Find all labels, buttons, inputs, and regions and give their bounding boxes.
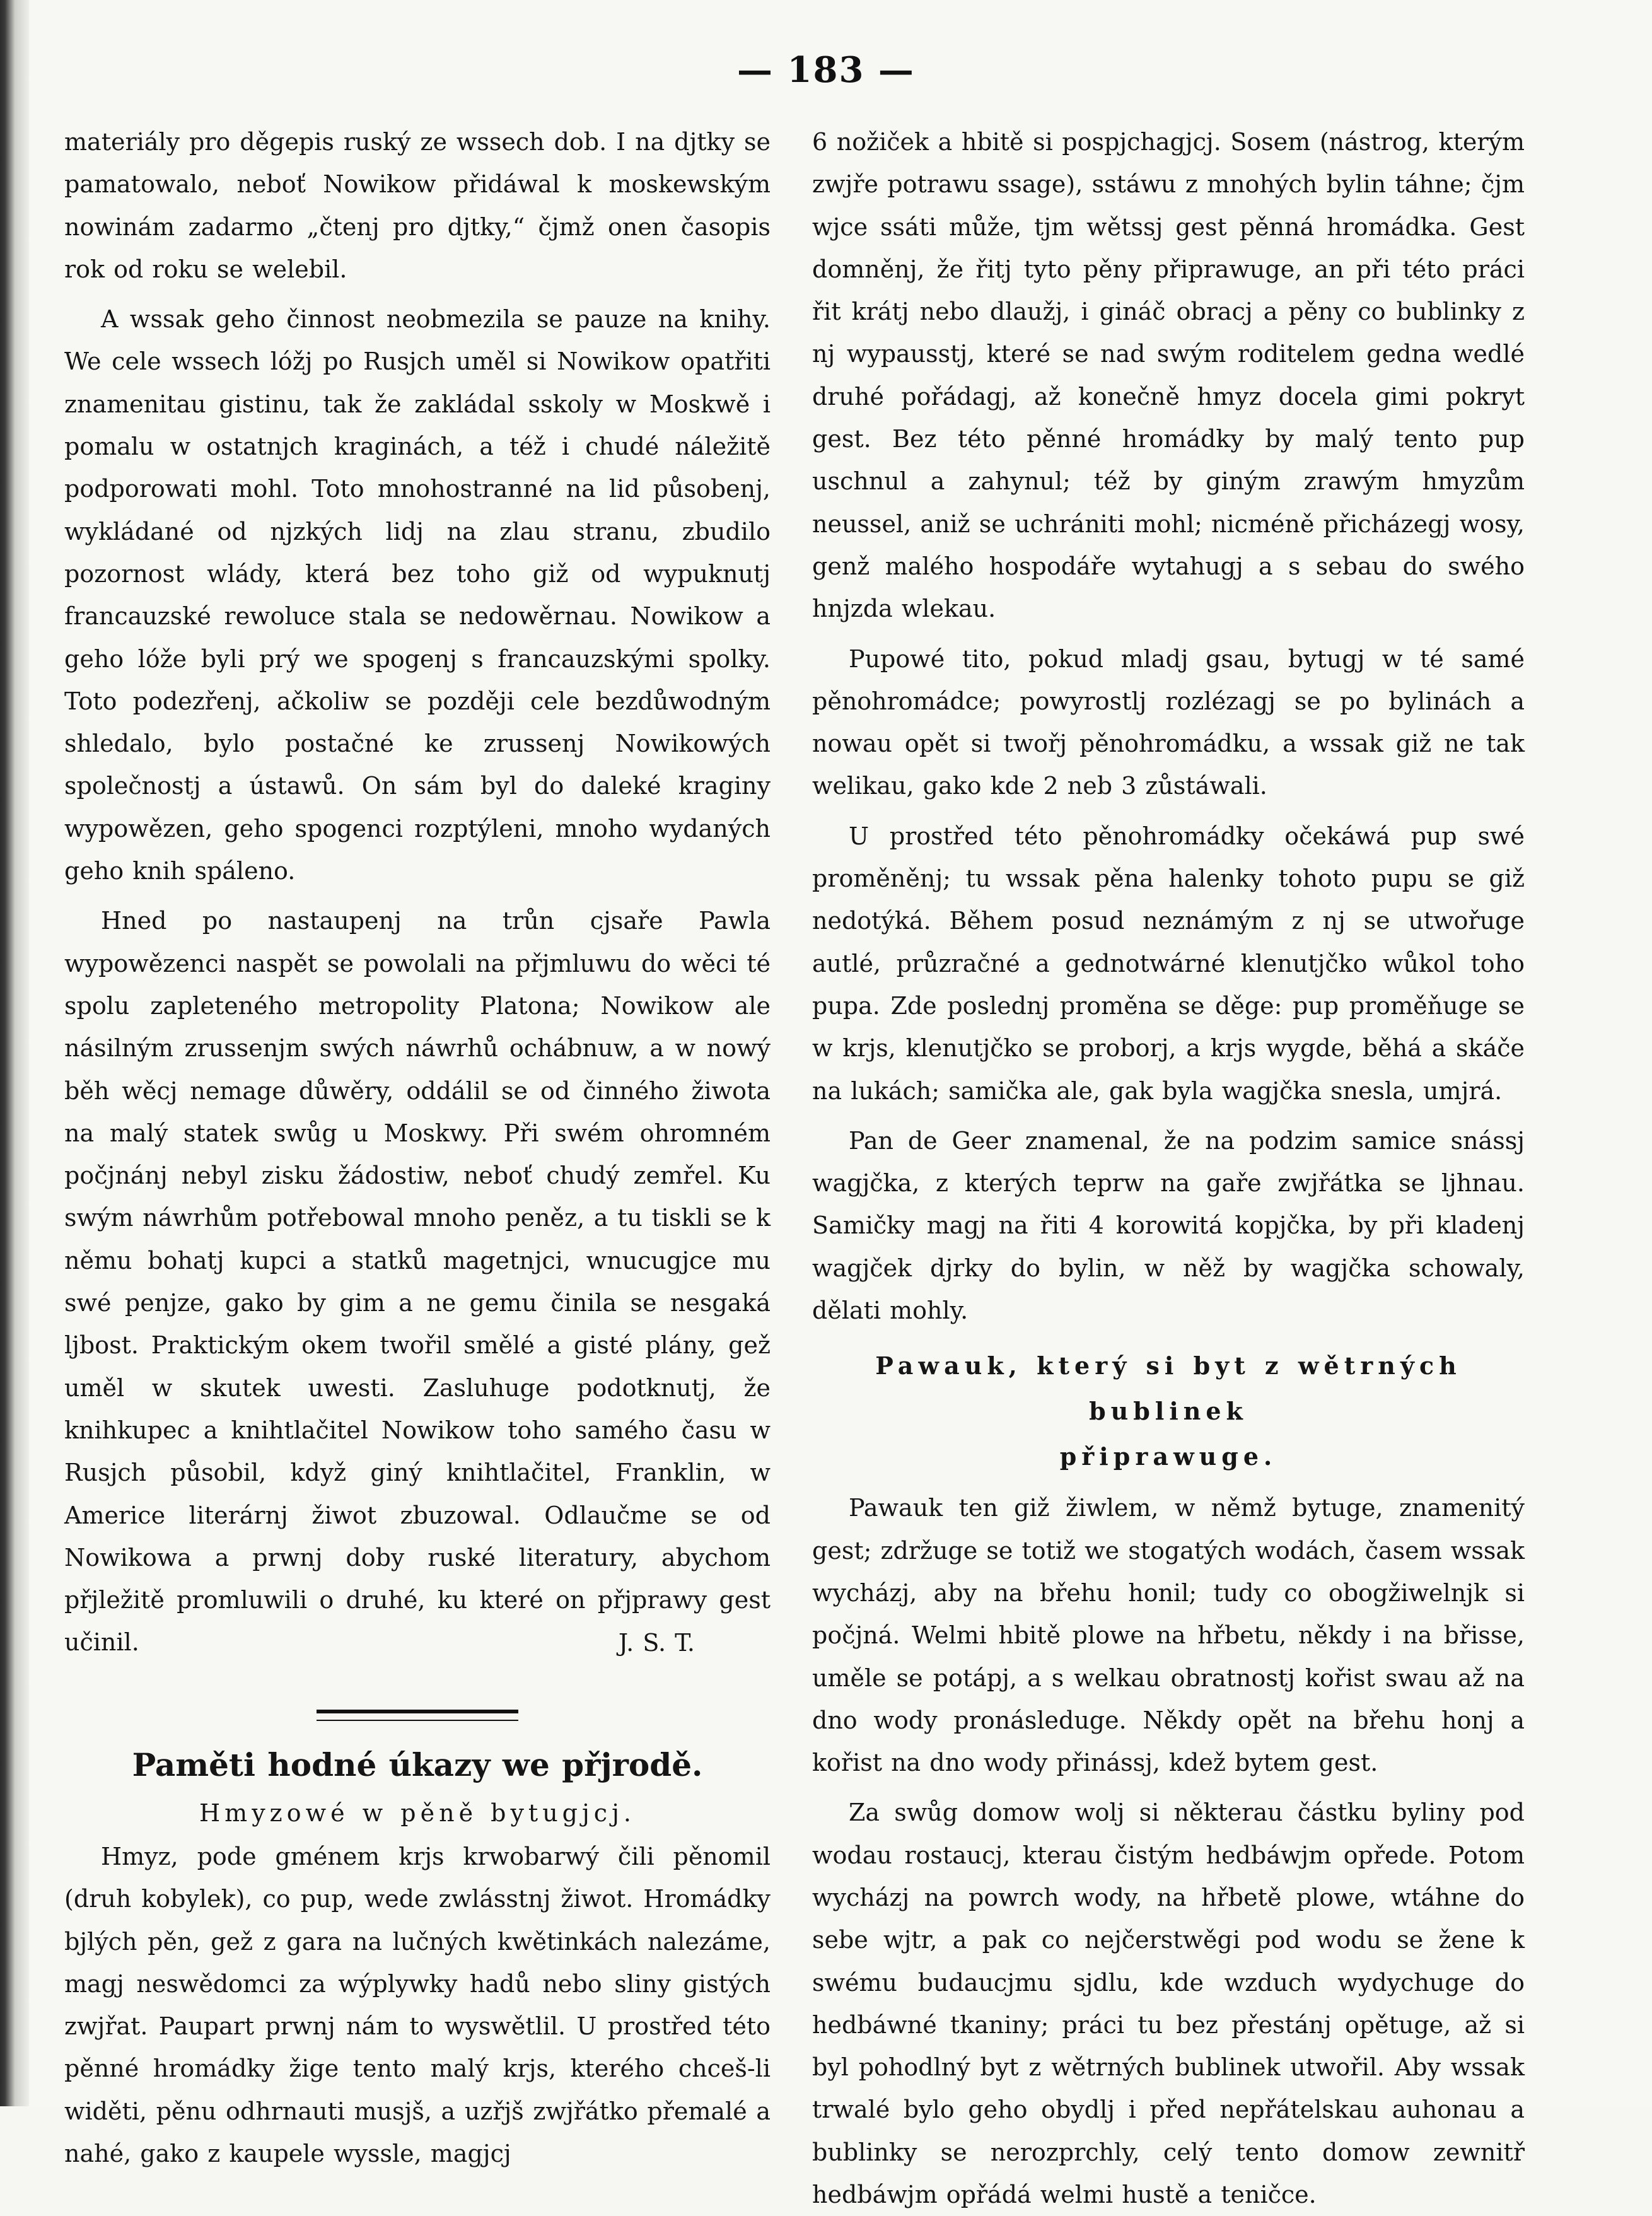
right-paragraph-3: U prostřed této pěnohromádky očekáwá pup swé proměněnj; tu wssak pěna halenky tohoto pupu se giž nedotýká. Během posud neznámým z nj se utwořuge autlé, průzračné a gednotwárné klenutjčko wůkol toho pupa. Zde poslednj proměna se děge: pup proměňuge se w krjs, klenutjčko se proborj, a krjs wygde, běhá a skáče na lukách; samička ale, gak byla wagjčka snesla, umjrá.	[812, 822, 1525, 1105]
right-paragraph-5: Pawauk ten giž žiwlem, w němž bytuge, znamenitý gest; zdržuge se totiž we stogatých wodách, časem wssak wycházj, aby na břehu honil; tudy co obogžiwelnjk si počjná. Welmi hbitě plowe na hřbetu, někdy i na břisse, uměle se potápj, a s welkau obratnostj kořist swau až na dno wody pronásleduge. Někdy opět na břehu honj a kořist na dno wody přinássj, kdež bytem gest.	[812, 1494, 1525, 1777]
section-heading: Paměti hodné úkazy we přjrodě.	[132, 1746, 703, 1783]
left-paragraph-2: A wssak geho činnost neobmezila se pauze na knihy. We cele wssech lóžj po Rusjch uměl si Nowikow opatřiti znamenitau gistinu, tak že zakládal sskoly w Moskwě i pomalu w ostatnjch kraginách, a též i chudé náležitě podporowati mohl. Toto mnohostranné na lid působenj, wykládané od njzkých lidj na zlau stranu, zbudilo pozornost wlády, která bez toho giž od wypuknutj francauzské rewoluce stala se nedowěrnau. Nowikow a geho lóže byli prý we spogenj s francauzskými spolky. Toto podezřenj, ačkoliw se později cele bezdůwodným shledalo, bylo postačné ke zrussenj Nowikowých společnostj a ústawů. On sám byl do daleké kraginy wypowězen, geho spogenci rozptýleni, mnoho wydaných geho knih spáleno.	[64, 305, 771, 885]
section-subheading: Hmyzowé w pěně bytugjcj.	[199, 1799, 636, 1827]
right-paragraph-1: 6 nožiček a hbitě si pospjchagjcj. Sosem (nástrog, kterým zwjře potrawu ssage), sstáwu z mnohých bylin táhne; čjm wjce ssáti může, tjm wětssj gest pěnná hromádka. Gest domněnj, že řitj tyto pěny připrawuge, an při této práci řit krátj nebo dlaužj, i gináč obracj a pěny co bublinky z nj wypausstj, které se nad swým roditelem gedna wedlé druhé pořádagj, až konečně hmyz docela gimi pokryt gest. Bez této pěnné hromádky by malý tento pup uschnul a zahynul; též by giným zrawým hmyzům neussel, aniž se uchrániti mohl; nicméně přicházegj wosy, genž malého hospodáře wytahugj a s sebau do swého hnjzda wlekau.	[812, 128, 1525, 623]
subsection-heading-line-1: Pawauk, který si byt z wětrných bublinek	[875, 1351, 1462, 1426]
left-paragraph-3: Hned po nastaupenj na trůn cjsaře Pawla wypowězenci naspět se powolali na přjmluwu do wěci té spolu zapleteného metropolity Platona; Nowikow ale násilným zrussenjm swých náwrhů ochábnuw, a w nowý běh wěcj nemage důwěry, oddálil se od činného žiwota na malý statek swůg u Moskwy. Při swém ohromném počjnánj nebyl zisku žádostiw, neboť chudý zemřel. Ku swým náwrhům potřebowal mnoho peněz, a tu tiskli se k němu bohatj kupci a statků magetnjci, wnucugjce mu swé penjze, gako by gim a ne gemu činila se nesgaká ljbost. Praktickým okem twořil smělé a gisté plány, gež uměl w skutek uwesti. Zasluhuge podotknutj, že knihkupec a knihtlačitel Nowikow toho samého času w Rusjch působil, když giný knihtlačitel, Franklin, w Americe literárnj žiwot zbuzowal. Odlaučme se od Nowikowa a prwnj doby ruské literatury, abychom přjležitě promluwili o druhé, ku které on přjprawy gest učinil.	[64, 907, 771, 1657]
left-column	[64, 121, 771, 2175]
author-signature: J. S. T.	[618, 1628, 695, 1657]
binding-edge	[0, 0, 29, 2106]
right-paragraph-6: Za swůg domow wolj si některau částku byliny pod wodau rostaucj, kterau čistým hedbáwjm opřede. Potom wycházj na powrch wody, na hřbetě plowe, wtáhne do sebe wjtr, a pak co nejčerstwěgi pod wodu se žene k swému budaucjmu sjdlu, kde wzduch wydychuge do hedbáwné tkaniny; práci tu bez přestánj opětuge, až si byl pohodlný byt z wětrných bublinek utwořil. Aby wssak trwalé bylo geho obydlj i před nepřátelskau auhonau a bublinky se nerozprchly, celý tento domow zewnitř hedbáwjm opřádá welmi hustě a teničce.	[812, 1799, 1525, 2209]
subsection-heading-line-2: připrawuge.	[1059, 1442, 1277, 1471]
left-paragraph-1: materiály pro děgepis ruský ze wssech dob. I na djtky se pamatowalo, neboť Nowikow přidáwal k moskewským nowinám zadarmo „čtenj pro djtky,“ čjmž onen časopis rok od roku se welebil.	[64, 128, 771, 283]
right-column	[812, 121, 1525, 2216]
right-paragraph-4: Pan de Geer znamenal, že na podzim samice snássj wagjčka, z kterých teprw na gaře zwjřátka se ljhnau. Samičky magj na řiti 4 korowitá kopjčka, by při kladenj wagjček djrky do bylin, w něž by wagjčka schowaly, dělati mohly.	[812, 1126, 1525, 1325]
page-number: — 183 —	[737, 49, 915, 91]
section-divider	[317, 1710, 518, 1721]
right-paragraph-2: Pupowé tito, pokud mladj gsau, bytugj w té samé pěnohromádce; powyrostlj rozlézagj se po bylinách a nowau opět si twořj pěnohromádku, a wssak giž ne tak welikau, gako kde 2 neb 3 zůstáwali.	[812, 644, 1525, 800]
left-paragraph-4: Hmyz, pode gménem krjs krwobarwý čili pěnomil (druh kobylek), co pup, wede zwlásstnj žiwot. Hromádky bjlých pěn, gež z gara na lučných kwětinkách nalezáme, magj neswědomci za wýplywky hadů nebo sliny gistých zwjřat. Paupart prwnj nám to wyswětlil. U prostřed této pěnné hromádky žige tento malý krjs, kterého chceš-li widěti, pěnu odhrnauti musjš, a uzřjš zwjřátko přemalé a nahé, gako z kaupele wyssle, magjcj	[64, 1842, 771, 2168]
